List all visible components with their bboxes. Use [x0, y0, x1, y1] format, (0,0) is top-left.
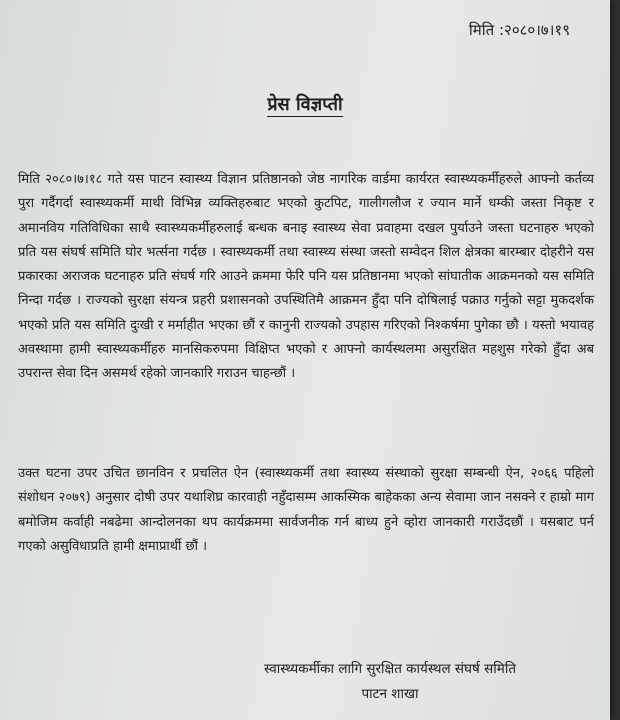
date-line: मिति :२०८०।७।१९ — [468, 21, 570, 39]
page-title — [0, 92, 610, 116]
title-text: प्रेस विज्ञप्ती — [267, 94, 343, 115]
signature-branch: पाटन शाखा — [361, 686, 419, 702]
signature-organization: स्वास्थ्यकर्मीका लागि सुरक्षित कार्यस्थल संघर्ष समिति — [263, 661, 517, 677]
paragraph-1: मिति २०८०।७।१८ गते यस पाटन स्वास्थ्य विज्ञान प्रतिष्ठानको जेष्ठ नागरिक वार्डमा कार्यरत स्वास्थ्यकर्मीहरुले आफ्नो कर्तव्य पुरा गर्दैगर्दा स्वास्थ्यकर्मी माथी विभिन्न व्यक्तिहरुबाट भएको कुटपिट, गालीगलौज र ज्यान मार्ने धम्की जस्ता निकृष्ट र अमानविय गतिविधिका साथै स्वास्थ्यकर्मीहरुलाई बन्धक बनाइ स्वास्थ्य सेवा प्रवाहमा दखल पुर्याउने जस्ता घटनाहरु भएको प्रति यस संघर्ष समिति घोर भर्त्सना गर्दछ । स्वास्थ्यकर्मी तथा स्वास्थ्य संस्था जस्तो सम्वेदन शिल क्षेत्रका बारम्बार दोहरीने यस प्रकारका अराजक घटनाहरु प्रति संघर्ष गरि आउने क्रममा फेरि पनि यस प्रतिष्ठानमा भएको सांघातीक आक्रमनको यस समिति निन्दा गर्दछ । राज्यको सुरक्षा संयन्त्र प्रहरी प्रशासनको उपस्थितिमै आक्रमन हुँदा पनि दोषिलाई पक्राउ गर्नुको सट्टा मुकदर्शक भएको प्रति यस समिति दुःखी र मर्माहीत भएका छौं र कानुनी राज्यको उपहास गरिएको निश्कर्षमा पुगेका छौ । यस्तो भयावह अवस्थामा हामी स्वास्थ्यकर्मीहरु मानसिकरुपमा विक्षिप्त भएको र आफ्नो कार्यस्थलमा असुरक्षित महशुस गरेको हुँदा अब उपरान्त सेवा दिन असमर्थ रहेको जानकारि गराउन चाहन्छौं । — [18, 172, 594, 382]
paragraph-2: उक्त घटना उपर उचित छानविन र प्रचलित ऐन (स्वास्थ्यकर्मी तथा स्वास्थ्य संस्थाको सुरक्षा सम्बन्धी ऐन, २०६६ पहिलो संशोधन २०७९) अनुसार दोषी उपर यथाशिघ्र कारवाही नहुँदासम्म आकस्मिक बाहेकका अन्य सेवामा जान नसक्ने र हाम्रो माग बमोजिम कर्वाही नबढेमा आन्दोलनका थप कार्यक्रममा सार्वजनीक गर्न बाध्य हुने व्होरा जानकारी गराउँदछौं । यसबाट पर्न गएको असुविधाप्रति हामी क्षमाप्रार्थी छौं । — [18, 466, 594, 554]
